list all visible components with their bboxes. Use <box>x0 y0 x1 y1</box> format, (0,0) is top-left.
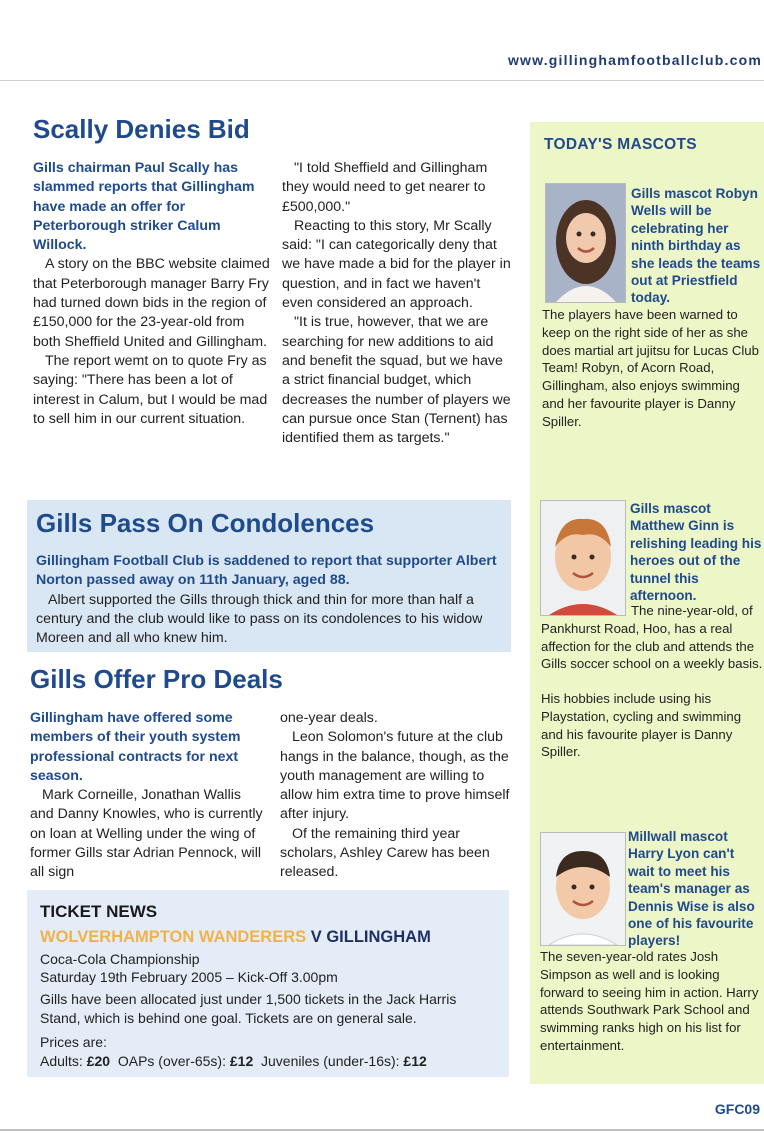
juveniles-label: Juveniles (under-16s): <box>261 1053 400 1069</box>
matthew-body-1: The nine-year-old, of Pankhurst Road, Hoo, has a real affection for the club and attends the Gills soccer school on a weekly basis. <box>541 603 763 672</box>
page-number: GFC09 <box>714 1101 760 1117</box>
prices-label: Prices are: <box>40 1034 107 1050</box>
footer-divider <box>0 1129 764 1131</box>
pro-deals-column-1 <box>30 709 266 883</box>
pro-deals-paragraph: Leon Solomon's future at the club hangs in the balance, though, as the youth management are willing to allow him extra time to prove himself after injury. <box>280 729 510 823</box>
robyn-lead: Gills mascot Robyn Wells will be celebrating her ninth birthday as she leads the teams out at Priestfield today. <box>631 186 761 306</box>
scally-column-1 <box>33 159 271 429</box>
pro-deals-paragraph: one-year deals. <box>280 710 378 726</box>
pro-deals-headline: Gills Offer Pro Deals <box>30 664 283 694</box>
matthew-body-2: His hobbies include using his Playstation, cycling and swimming and his favourite player is Danny Spiller. <box>541 691 742 760</box>
pro-deals-column-2 <box>280 709 512 883</box>
scally-headline: Scally Denies Bid <box>33 114 250 144</box>
condolences-text <box>36 552 504 648</box>
fixture-line <box>40 928 431 947</box>
scally-paragraph: A story on the BBC website claimed that Peterborough manager Barry Fry had turned down bids in the region of £150,000 for the 23-year-old from both Sheffield United and Gillingham. <box>33 256 270 350</box>
juveniles-price: £12 <box>403 1053 427 1069</box>
home-team: WOLVERHAMPTON WANDERERS <box>40 928 307 946</box>
robyn-photo <box>545 183 626 303</box>
scally-paragraph: "It is true, however, that we are searching for new additions to aid and benefit the squad, but we have a strict financial budget, which decreases the number of players we can pursue once Stan (Ternent) has identified them as targets." <box>282 314 511 447</box>
condolences-headline: Gills Pass On Condolences <box>36 508 375 538</box>
girl-portrait-icon <box>546 184 625 302</box>
competition: Coca-Cola Championship <box>40 951 200 967</box>
pro-deals-paragraph: Of the remaining third year scholars, Ashley Carew has been released. <box>280 825 490 881</box>
mascots-title: TODAY'S MASCOTS <box>544 136 697 153</box>
price-list <box>40 1053 427 1069</box>
boy-portrait-icon <box>541 833 625 945</box>
harry-body: The seven-year-old rates Josh Simpson as well and is looking forward to seeing him in action. Harry attends Southwark Park School and swimming ranks high on his list for entertainment. <box>540 949 759 1053</box>
matthew-lead: Gills mascot Matthew Ginn is relishing leading his heroes out of the tunnel this afternoon. <box>630 501 762 604</box>
pro-deals-lead: Gillingham have offered some members of their youth system professional contracts for next season. <box>30 710 241 784</box>
scally-paragraph: "I told Sheffield and Gillingham they would need to get nearer to £500,000." <box>282 160 488 215</box>
harry-photo <box>540 832 626 946</box>
harry-lead: Millwall mascot Harry Lyon can't wait to meet his team's manager as Dennis Wise is also one of his favourite players! <box>628 829 755 949</box>
adults-price: £20 <box>86 1053 111 1069</box>
header-divider <box>0 80 764 81</box>
pro-deals-paragraph: Mark Corneille, Jonathan Wallis and Danny Knowles, who is currently on loan at Welling under the wing of former Gills star Adrian Pennock, will all sign <box>30 787 263 881</box>
match-date: Saturday 19th February 2005 – Kick-Off 3.00pm <box>40 969 338 985</box>
oaps-label: OAPs (over-65s): <box>117 1053 226 1069</box>
condolences-lead: Gillingham Football Club is saddened to report that supporter Albert Norton passed away on 11th January, aged 88. <box>36 553 497 589</box>
scally-column-2 <box>282 159 514 448</box>
oaps-price: £12 <box>229 1053 254 1069</box>
ticket-news-title: TICKET NEWS <box>40 902 158 921</box>
website-url: www.gillinghamfootballclub.com <box>507 52 762 68</box>
scally-paragraph: Reacting to this story, Mr Scally said: "I can categorically deny that we have made a bid for the player in question, and in fact we haven't even considered an approach. <box>282 217 511 312</box>
scally-paragraph: The report wemt on to quote Fry as saying: "There has been a lot of interest in Calum, but I would be mad to sell him in our current situation. <box>33 352 268 427</box>
ticket-allocation: Gills have been allocated just under 1,500 tickets in the Jack Harris Stand, which is behind one goal. Tickets are on general sale. <box>40 991 457 1026</box>
boy-portrait-icon <box>541 501 625 615</box>
scally-lead: Gills chairman Paul Scally has slammed reports that Gillingham have made an offer for Peterborough striker Calum Willock. <box>33 160 255 254</box>
away-team: V GILLINGHAM <box>310 928 431 946</box>
condolences-body: Albert supported the Gills through thick and thin for more than half a century and the club would like to pass on its condolences to his widow Moreen and all who knew him. <box>36 591 483 647</box>
matthew-photo <box>540 500 626 616</box>
adults-label: Adults: <box>40 1053 83 1069</box>
robyn-body: The players have been warned to keep on the right side of her as she does martial art jujitsu for Lucas Club Team! Robyn, of Acorn Road, Gillingham, also enjoys swimming and her favourite player is Danny Spiller. <box>542 307 759 429</box>
